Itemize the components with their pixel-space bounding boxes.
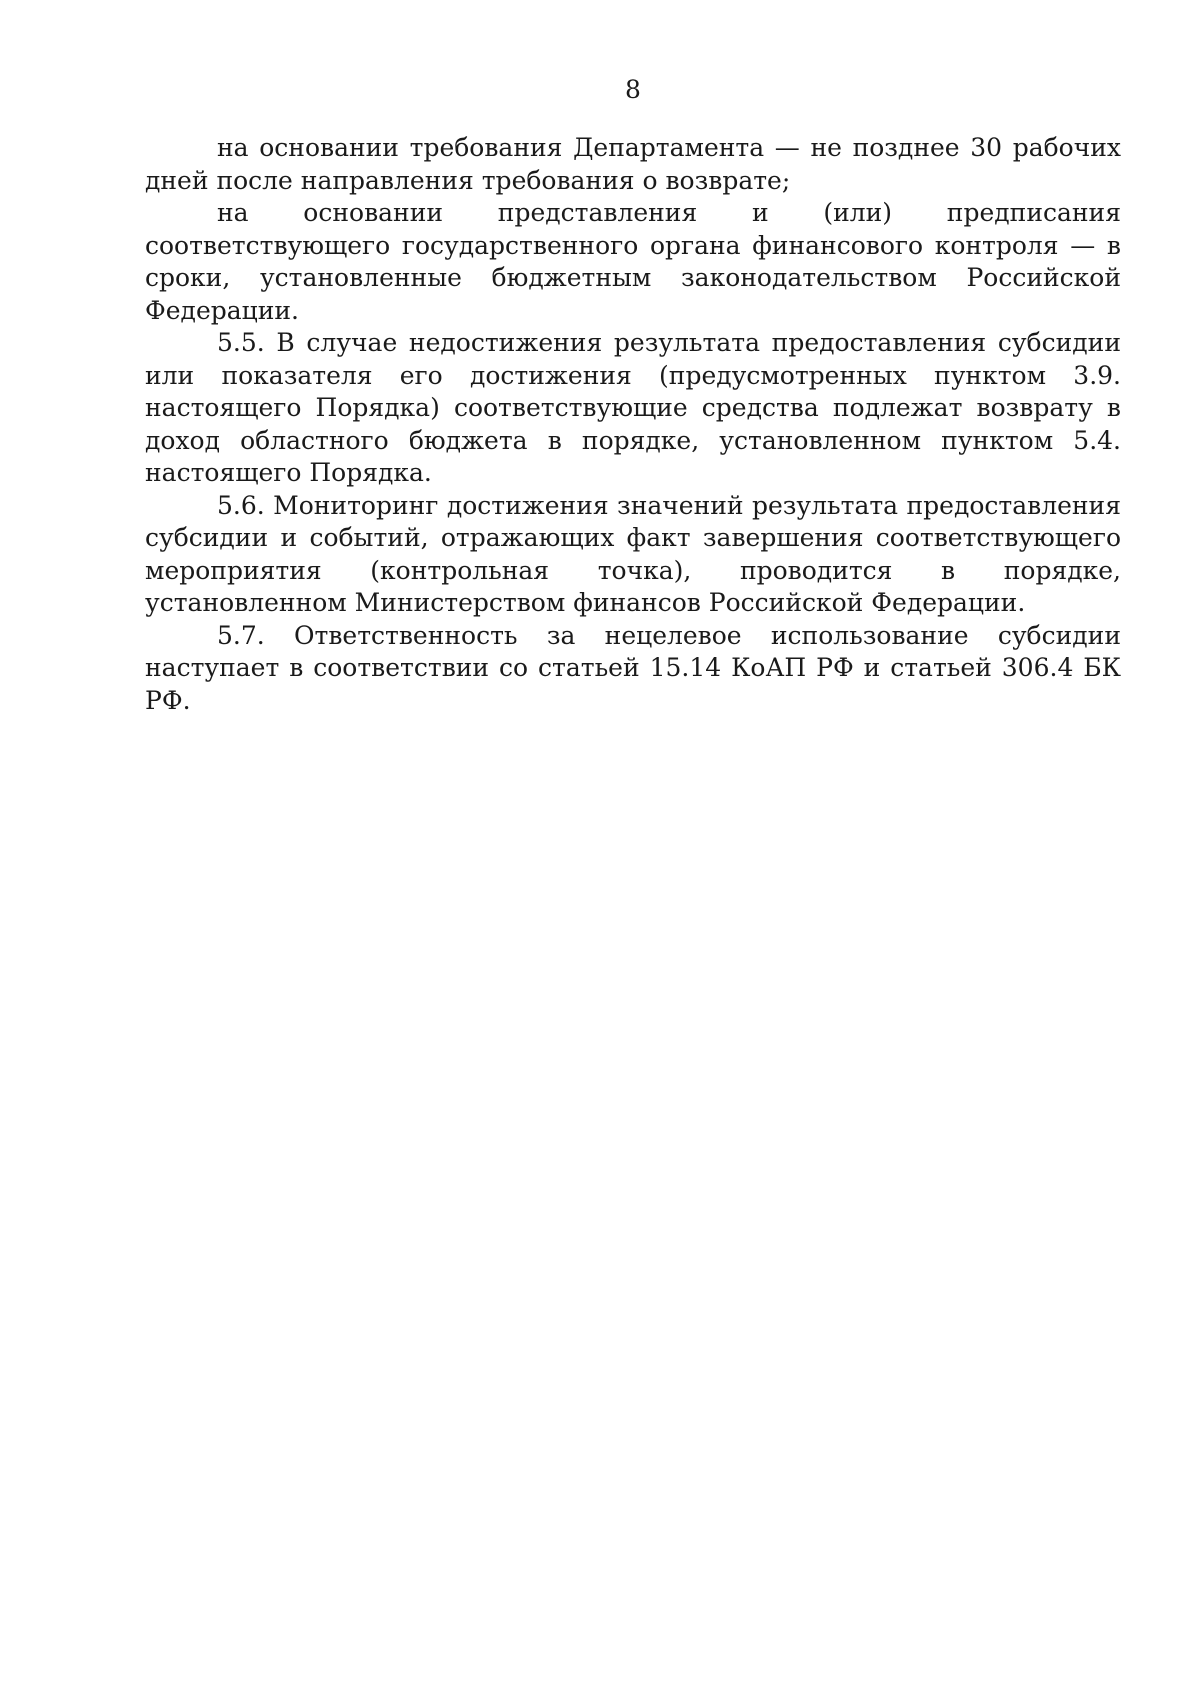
paragraph-department-demand: на основании требования Департамента — не позднее 30 рабочих дней после направления требования о возврате;: [145, 133, 1121, 195]
paragraph-5-6: 5.6. Мониторинг достижения значений результата предоставления субсидии и событий, отражающих факт завершения соответствующего мероприятия (контрольная точка), проводится в порядке, установленном Министерством финансов Российской Федерации.: [145, 490, 1121, 617]
document-body: [145, 132, 1121, 717]
paragraph-5-5: 5.5. В случае недостижения результата предоставления субсидии или показателя его достижения (предусмотренных пунктом 3.9. настоящего Порядка) соответствующие средства подлежат возврату в доход областного бюджета в порядке, установленном пунктом 5.4. настоящего Порядка.: [145, 328, 1121, 487]
paragraph-5-7: 5.7. Ответственность за нецелевое использование субсидии наступает в соответствии со статьей 15.14 КоАП РФ и статьей 306.4 БК РФ.: [145, 620, 1121, 715]
page-number: 8: [625, 75, 641, 104]
paragraph-financial-control: на основании представления и (или) предписания соответствующего государственного органа финансового контроля — в сроки, установленные бюджетным законодательством Российской Федерации.: [145, 198, 1121, 325]
